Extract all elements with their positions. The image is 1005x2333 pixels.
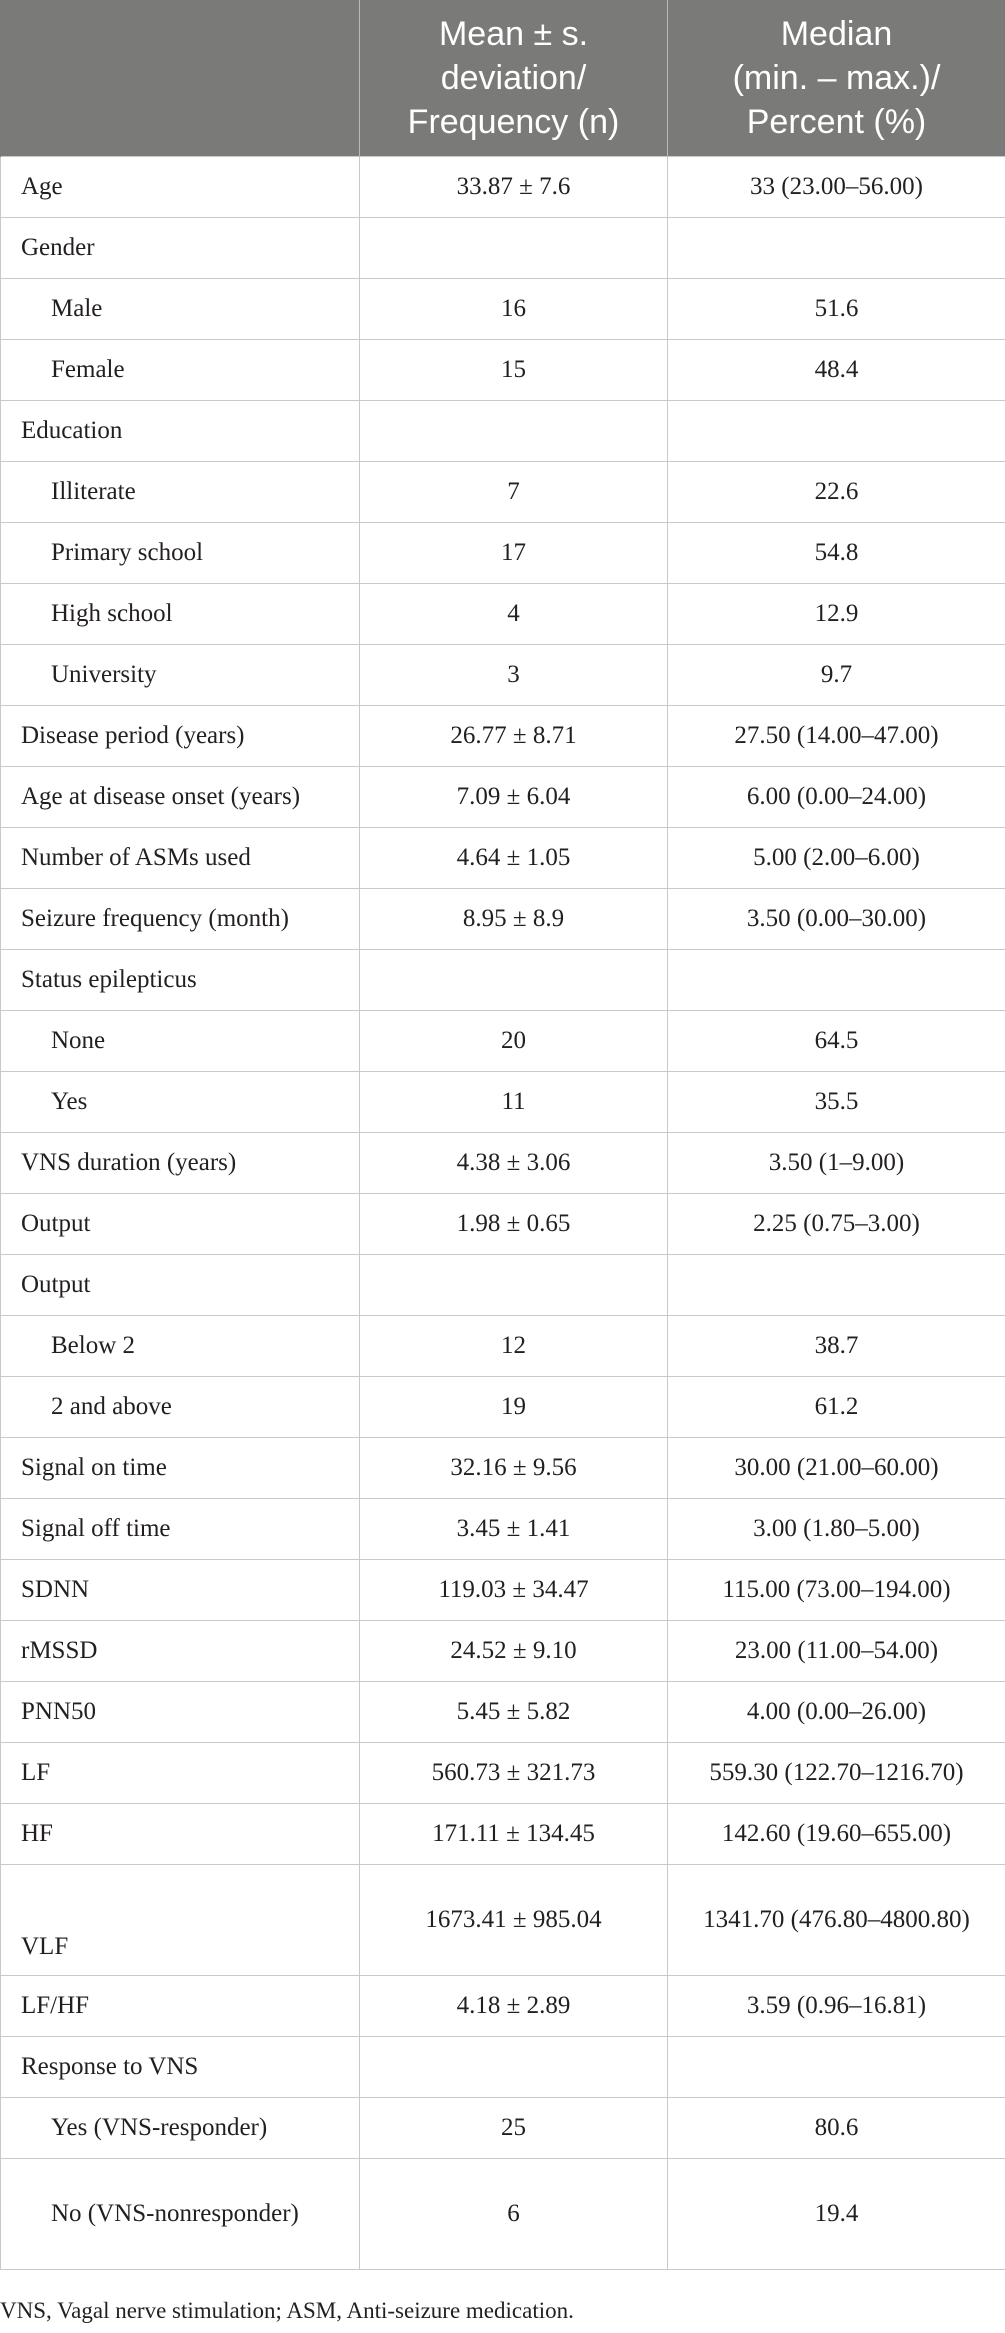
cell-median-percent [668,2037,1005,2098]
cell-mean-frequency: 19 [360,1377,668,1438]
cell-mean-frequency: 4.64 ± 1.05 [360,828,668,889]
cell-median-percent: 48.4 [668,340,1005,401]
header-median-line2: (min. – max.)/ [732,59,941,97]
table-row [1,2159,1005,2270]
table-row [1,523,1005,584]
cell-median-percent: 4.00 (0.00–26.00) [668,1682,1005,1743]
table-row [1,401,1005,462]
cell-median-percent [668,1255,1005,1316]
header-mean-line1: Mean ± s. [438,15,589,53]
row-label: No (VNS-nonresponder) [1,2159,360,2270]
cell-median-percent: 54.8 [668,523,1005,584]
cell-mean-frequency: 171.11 ± 134.45 [360,1804,668,1865]
row-label: VNS duration (years) [1,1133,360,1194]
cell-median-percent: 64.5 [668,1011,1005,1072]
cell-mean-frequency: 26.77 ± 8.71 [360,706,668,767]
cell-median-percent: 33 (23.00–56.00) [668,157,1005,218]
header-mean-line3: Frequency (n) [407,103,620,141]
cell-mean-frequency: 32.16 ± 9.56 [360,1438,668,1499]
table-row [1,889,1005,950]
cell-median-percent: 9.7 [668,645,1005,706]
table-row [1,1072,1005,1133]
row-label: Number of ASMs used [1,828,360,889]
cell-median-percent: 80.6 [668,2098,1005,2159]
cell-median-percent: 3.50 (0.00–30.00) [668,889,1005,950]
table-row [1,1255,1005,1316]
row-label: 2 and above [1,1377,360,1438]
cell-median-percent: 2.25 (0.75–3.00) [668,1194,1005,1255]
cell-mean-frequency: 4.18 ± 2.89 [360,1976,668,2037]
table-row [1,157,1005,218]
table-row [1,1499,1005,1560]
table-row [1,462,1005,523]
cell-median-percent: 3.59 (0.96–16.81) [668,1976,1005,2037]
table-row [1,706,1005,767]
row-label: Signal off time [1,1499,360,1560]
table-row [1,2037,1005,2098]
cell-median-percent: 61.2 [668,1377,1005,1438]
cell-mean-frequency: 560.73 ± 321.73 [360,1743,668,1804]
table-footnote: VNS, Vagal nerve stimulation; ASM, Anti-seizure medication. [0,2298,574,2323]
cell-mean-frequency [360,1255,668,1316]
table-row [1,1865,1005,1976]
cell-median-percent: 51.6 [668,279,1005,340]
cell-median-percent: 12.9 [668,584,1005,645]
cell-mean-frequency: 7 [360,462,668,523]
row-label: Education [1,401,360,462]
table-row [1,1377,1005,1438]
row-label: VLF [1,1865,360,1976]
table-row [1,1133,1005,1194]
cell-median-percent: 38.7 [668,1316,1005,1377]
header-median-line1: Median [780,15,893,53]
table-row [1,1438,1005,1499]
cell-mean-frequency [360,2037,668,2098]
cell-mean-frequency: 1673.41 ± 985.04 [360,1865,668,1976]
cell-median-percent: 23.00 (11.00–54.00) [668,1621,1005,1682]
cell-mean-frequency [360,401,668,462]
row-label: Male [1,279,360,340]
row-label: Yes [1,1072,360,1133]
row-label: High school [1,584,360,645]
table-row [1,1194,1005,1255]
cell-mean-frequency: 12 [360,1316,668,1377]
cell-mean-frequency: 11 [360,1072,668,1133]
cell-mean-frequency: 1.98 ± 0.65 [360,1194,668,1255]
table-row [1,828,1005,889]
cell-mean-frequency: 25 [360,2098,668,2159]
cell-mean-frequency: 24.52 ± 9.10 [360,1621,668,1682]
header-variable [1,0,360,157]
table-row [1,1743,1005,1804]
row-label: None [1,1011,360,1072]
table-row [1,1560,1005,1621]
table-row [1,767,1005,828]
cell-median-percent [668,401,1005,462]
row-label: Illiterate [1,462,360,523]
cell-mean-frequency [360,218,668,279]
table-row [1,218,1005,279]
cell-median-percent: 22.6 [668,462,1005,523]
table-row [1,1316,1005,1377]
header-mean-line2: deviation/ [440,59,587,97]
table-row [1,1804,1005,1865]
cell-median-percent: 27.50 (14.00–47.00) [668,706,1005,767]
row-label: rMSSD [1,1621,360,1682]
row-label: Yes (VNS-responder) [1,2098,360,2159]
cell-median-percent: 6.00 (0.00–24.00) [668,767,1005,828]
row-label: Signal on time [1,1438,360,1499]
cell-mean-frequency: 5.45 ± 5.82 [360,1682,668,1743]
row-label: Age at disease onset (years) [1,767,360,828]
row-label: Response to VNS [1,2037,360,2098]
table-row [1,950,1005,1011]
cell-mean-frequency [360,950,668,1011]
cell-mean-frequency: 3 [360,645,668,706]
header-mean-frequency [360,0,668,157]
table-row [1,645,1005,706]
table-row [1,2098,1005,2159]
row-label: Output [1,1194,360,1255]
row-label: Status epilepticus [1,950,360,1011]
row-label: LF [1,1743,360,1804]
cell-mean-frequency: 20 [360,1011,668,1072]
header-median-percent [668,0,1005,157]
header-row [1,0,1005,157]
cell-mean-frequency: 4.38 ± 3.06 [360,1133,668,1194]
row-label: SDNN [1,1560,360,1621]
row-label: PNN50 [1,1682,360,1743]
row-label: Seizure frequency (month) [1,889,360,950]
table-row [1,1011,1005,1072]
cell-mean-frequency: 15 [360,340,668,401]
cell-median-percent: 115.00 (73.00–194.00) [668,1560,1005,1621]
table-row [1,279,1005,340]
cell-median-percent [668,218,1005,279]
table-row [1,1621,1005,1682]
row-label: HF [1,1804,360,1865]
cell-median-percent: 1341.70 (476.80–4800.80) [668,1865,1005,1976]
cell-median-percent: 3.50 (1–9.00) [668,1133,1005,1194]
cell-median-percent: 142.60 (19.60–655.00) [668,1804,1005,1865]
row-label: Age [1,157,360,218]
cell-mean-frequency: 8.95 ± 8.9 [360,889,668,950]
cell-mean-frequency: 119.03 ± 34.47 [360,1560,668,1621]
cell-mean-frequency: 16 [360,279,668,340]
row-label: Below 2 [1,1316,360,1377]
row-label: Female [1,340,360,401]
cell-median-percent [668,950,1005,1011]
cell-median-percent: 559.30 (122.70–1216.70) [668,1743,1005,1804]
cell-mean-frequency: 7.09 ± 6.04 [360,767,668,828]
header-median-line3: Percent (%) [746,103,927,141]
row-label: University [1,645,360,706]
row-label: Primary school [1,523,360,584]
table-header [1,0,1005,157]
row-label: Disease period (years) [1,706,360,767]
row-label: Gender [1,218,360,279]
cell-mean-frequency: 33.87 ± 7.6 [360,157,668,218]
row-label: Output [1,1255,360,1316]
cell-median-percent: 3.00 (1.80–5.00) [668,1499,1005,1560]
table-row [1,584,1005,645]
cell-median-percent: 30.00 (21.00–60.00) [668,1438,1005,1499]
cell-mean-frequency: 17 [360,523,668,584]
table-row [1,1682,1005,1743]
row-label: LF/HF [1,1976,360,2037]
cell-median-percent: 19.4 [668,2159,1005,2270]
cell-median-percent: 35.5 [668,1072,1005,1133]
cell-mean-frequency: 6 [360,2159,668,2270]
cell-mean-frequency: 4 [360,584,668,645]
cell-mean-frequency: 3.45 ± 1.41 [360,1499,668,1560]
table-body [1,157,1005,2270]
table-row [1,1976,1005,2037]
cell-median-percent: 5.00 (2.00–6.00) [668,828,1005,889]
table-row [1,340,1005,401]
